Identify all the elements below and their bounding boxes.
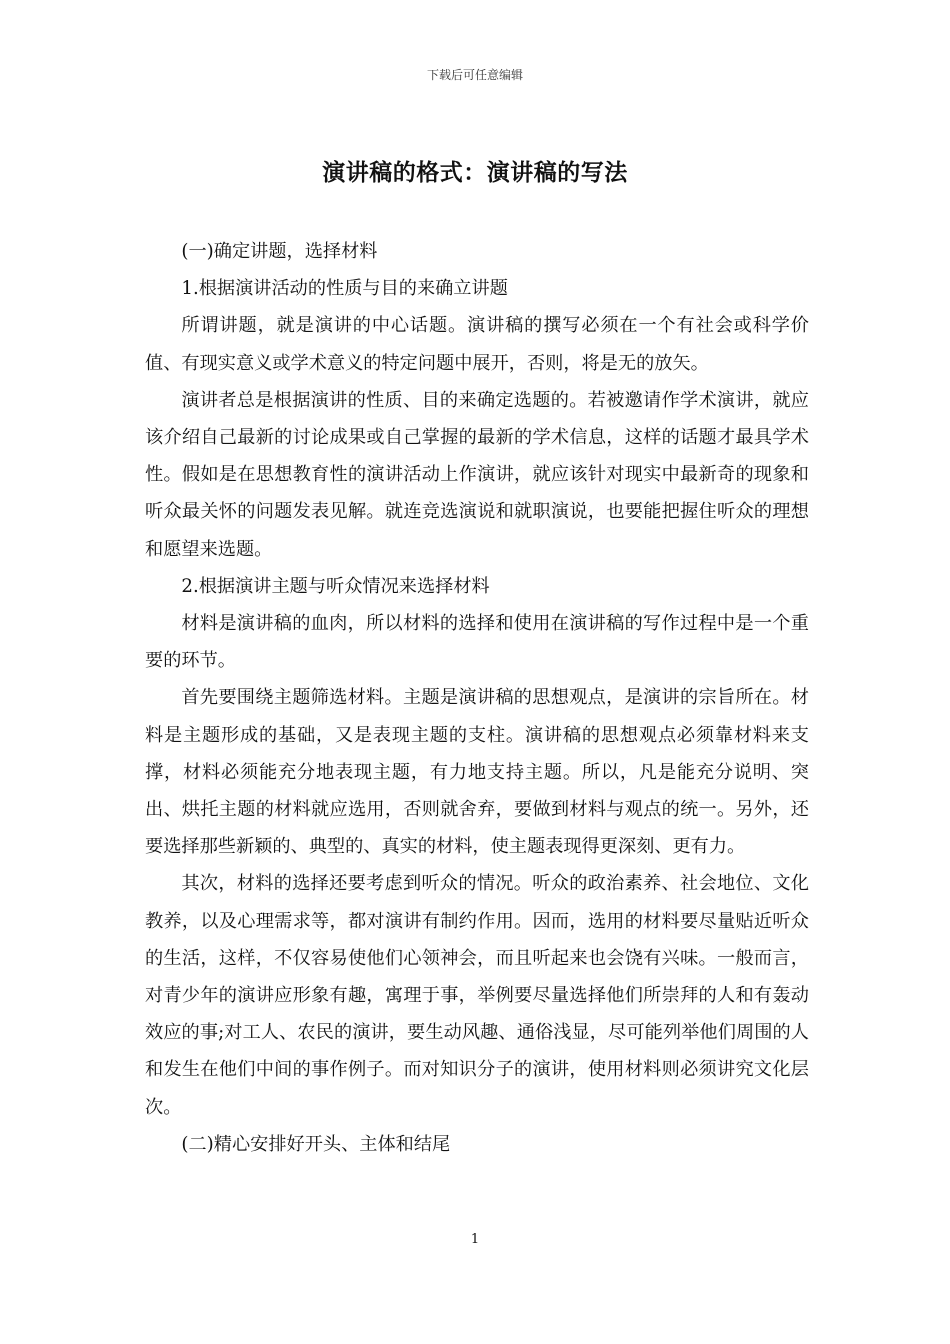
header-note: 下载后可任意编辑 xyxy=(426,68,523,82)
section-heading-1: (一)确定讲题，选择材料 xyxy=(181,241,378,262)
page-number: 1 xyxy=(470,1232,480,1247)
subheading-2: 2.根据演讲主题与听众情况来选择材料 xyxy=(181,575,490,597)
subheading-1: 1.根据演讲活动的性质与目的来确立讲题 xyxy=(181,278,508,300)
section-heading-2: (二)精心安排好开头、主体和结尾 xyxy=(181,1133,451,1155)
paragraph: 演讲者总是根据演讲的性质、目的来确定选题的。若被邀请作学术演讲，就应该介绍自己最新的讨论成果或自己掌握的最新的学术信息，这样的话题才最具学术性。假如是在思想教育性的演讲活动上作演讲，就应该针对现实中最新奇的现象和听众最关怀的问题发表见解。就连竞选演说和就职演说，也要能把握住听众的理想和愿望来选题。 xyxy=(145,389,809,560)
paragraph: 所谓讲题，就是演讲的中心话题。演讲稿的撰写必须在一个有社会或科学价值、有现实意义或学术意义的特定问题中展开，否则，将是无的放矢。 xyxy=(145,315,809,374)
paragraph: 首先要围绕主题筛选材料。主题是演讲稿的思想观点，是演讲的宗旨所在。材料是主题形成的基础，又是表现主题的支柱。演讲稿的思想观点必须靠材料来支撑，材料必须能充分地表现主题，有力地支持主题。所以，凡是能充分说明、突出、烘托主题的材料就应选用，否则就舍弃，要做到材料与观点的统一。另外，还要选择那些新颖的、典型的、真实的材料，使主题表现得更深刻、更有力。 xyxy=(145,687,809,858)
document-body xyxy=(145,233,809,1163)
document-title: 演讲稿的格式：演讲稿的写法 xyxy=(322,160,628,186)
paragraph: 其次，材料的选择还要考虑到听众的情况。听众的政治素养、社会地位、文化教养，以及心理需求等，都对演讲有制约作用。因而，选用的材料要尽量贴近听众的生活，这样，不仅容易使他们心领神会，而且听起来也会饶有兴味。一般而言，对青少年的演讲应形象有趣，寓理于事，举例要尽量选择他们所崇拜的人和有轰动效应的事;对工人、农民的演讲，要生动风趣、通俗浅显，尽可能列举他们周围的人和发生在他们中间的事作例子。而对知识分子的演讲，使用材料则必须讲究文化层次。 xyxy=(145,873,809,1118)
paragraph: 材料是演讲稿的血肉，所以材料的选择和使用在演讲稿的写作过程中是一个重要的环节。 xyxy=(145,613,809,672)
